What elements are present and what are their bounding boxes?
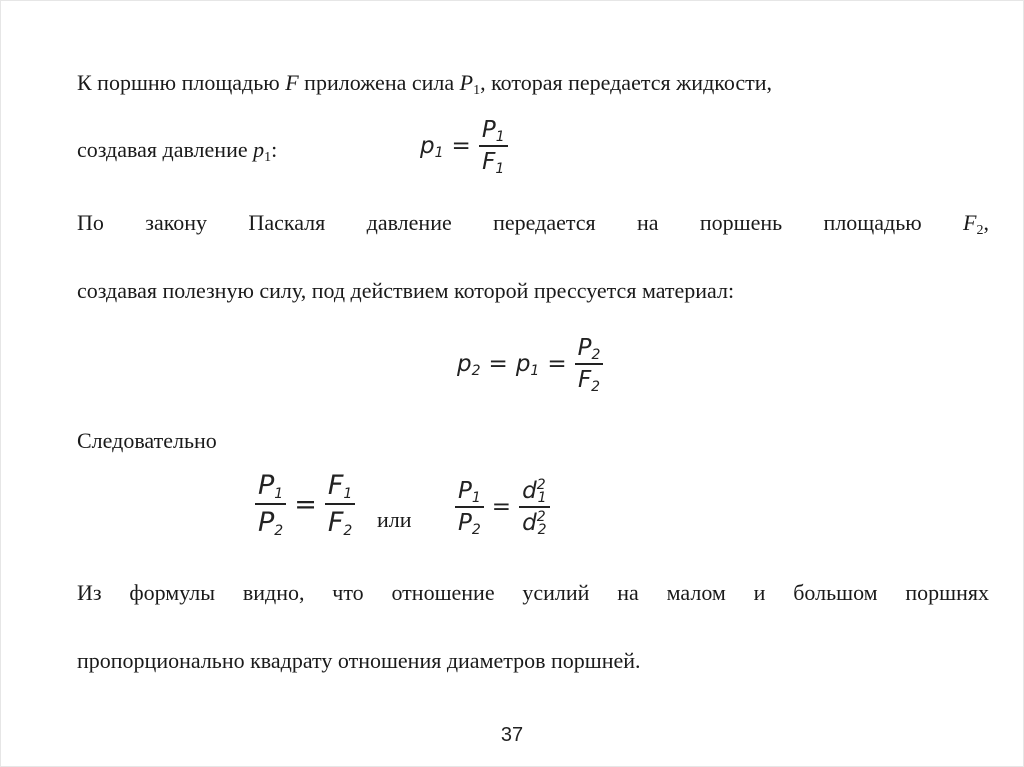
text-run: По закону Паскаля давление передается на поршень площадью xyxy=(77,210,964,235)
formula-force-diameter-ratio xyxy=(455,478,550,537)
variable-p: p xyxy=(253,137,265,162)
page-number: 37 xyxy=(500,724,524,746)
paragraph-line-4: создавая полезную силу, под действием которой прессуется материал: xyxy=(77,278,735,303)
subscript: 1 xyxy=(264,150,272,165)
paragraph-line-5: Следовательно xyxy=(77,428,217,453)
fraction: $\frac{d^2_1}{d^2_2}$ xyxy=(519,478,549,537)
formula-pressure-p2 xyxy=(457,335,603,394)
text-run: приложена сила xyxy=(298,70,460,95)
fraction: $\frac{P_1}{P_2}$ xyxy=(255,470,286,538)
text-run: К поршню площадью xyxy=(77,70,286,95)
conjunction-or: или xyxy=(377,507,412,532)
fraction: $\frac{P_1}{P_2}$ xyxy=(455,478,484,537)
equals-sign: = xyxy=(451,132,471,159)
fraction-bar xyxy=(575,363,604,365)
formula-force-area-ratio xyxy=(255,470,355,538)
variable-F: F xyxy=(963,210,977,235)
fraction-bar xyxy=(255,503,286,505)
paragraph-line-7: пропорционально квадрату отношения диаметров поршней. xyxy=(77,648,641,673)
fraction: $\frac{P_1}{F_1}$ xyxy=(479,117,508,176)
fraction-bar xyxy=(325,503,355,505)
variable-F: F xyxy=(285,70,299,95)
variable-P: P xyxy=(459,70,474,95)
paragraph-line-3 xyxy=(77,209,989,237)
text-run: создавая давление xyxy=(77,137,254,162)
formula-pressure-p1 xyxy=(420,117,508,176)
text-run: : xyxy=(271,137,278,162)
equals-sign: = xyxy=(488,350,508,377)
paragraph-line-6: Из формулы видно, что отношение усилий на малом и большом поршнях xyxy=(77,580,989,605)
fraction: $\frac{P_2}{F_2}$ xyxy=(575,335,604,394)
equals-sign: = xyxy=(491,493,512,520)
subscript: 1 xyxy=(473,83,481,98)
subscript: 2 xyxy=(976,223,984,238)
fraction: $\frac{F_1}{F_2}$ xyxy=(325,470,355,538)
formula-term: $p_1$ xyxy=(515,350,540,379)
paragraph-line-1 xyxy=(77,69,989,97)
formula-term: $p_2$ xyxy=(457,350,481,379)
text-run: , которая передается жидкости, xyxy=(480,70,773,95)
equals-sign: = xyxy=(294,488,317,520)
fraction-bar xyxy=(455,506,484,508)
equals-sign: = xyxy=(547,350,567,377)
fraction-bar xyxy=(519,506,549,508)
fraction-bar xyxy=(479,145,508,147)
formula-term: $p_1$ xyxy=(420,132,444,161)
text-run: , xyxy=(983,210,989,235)
